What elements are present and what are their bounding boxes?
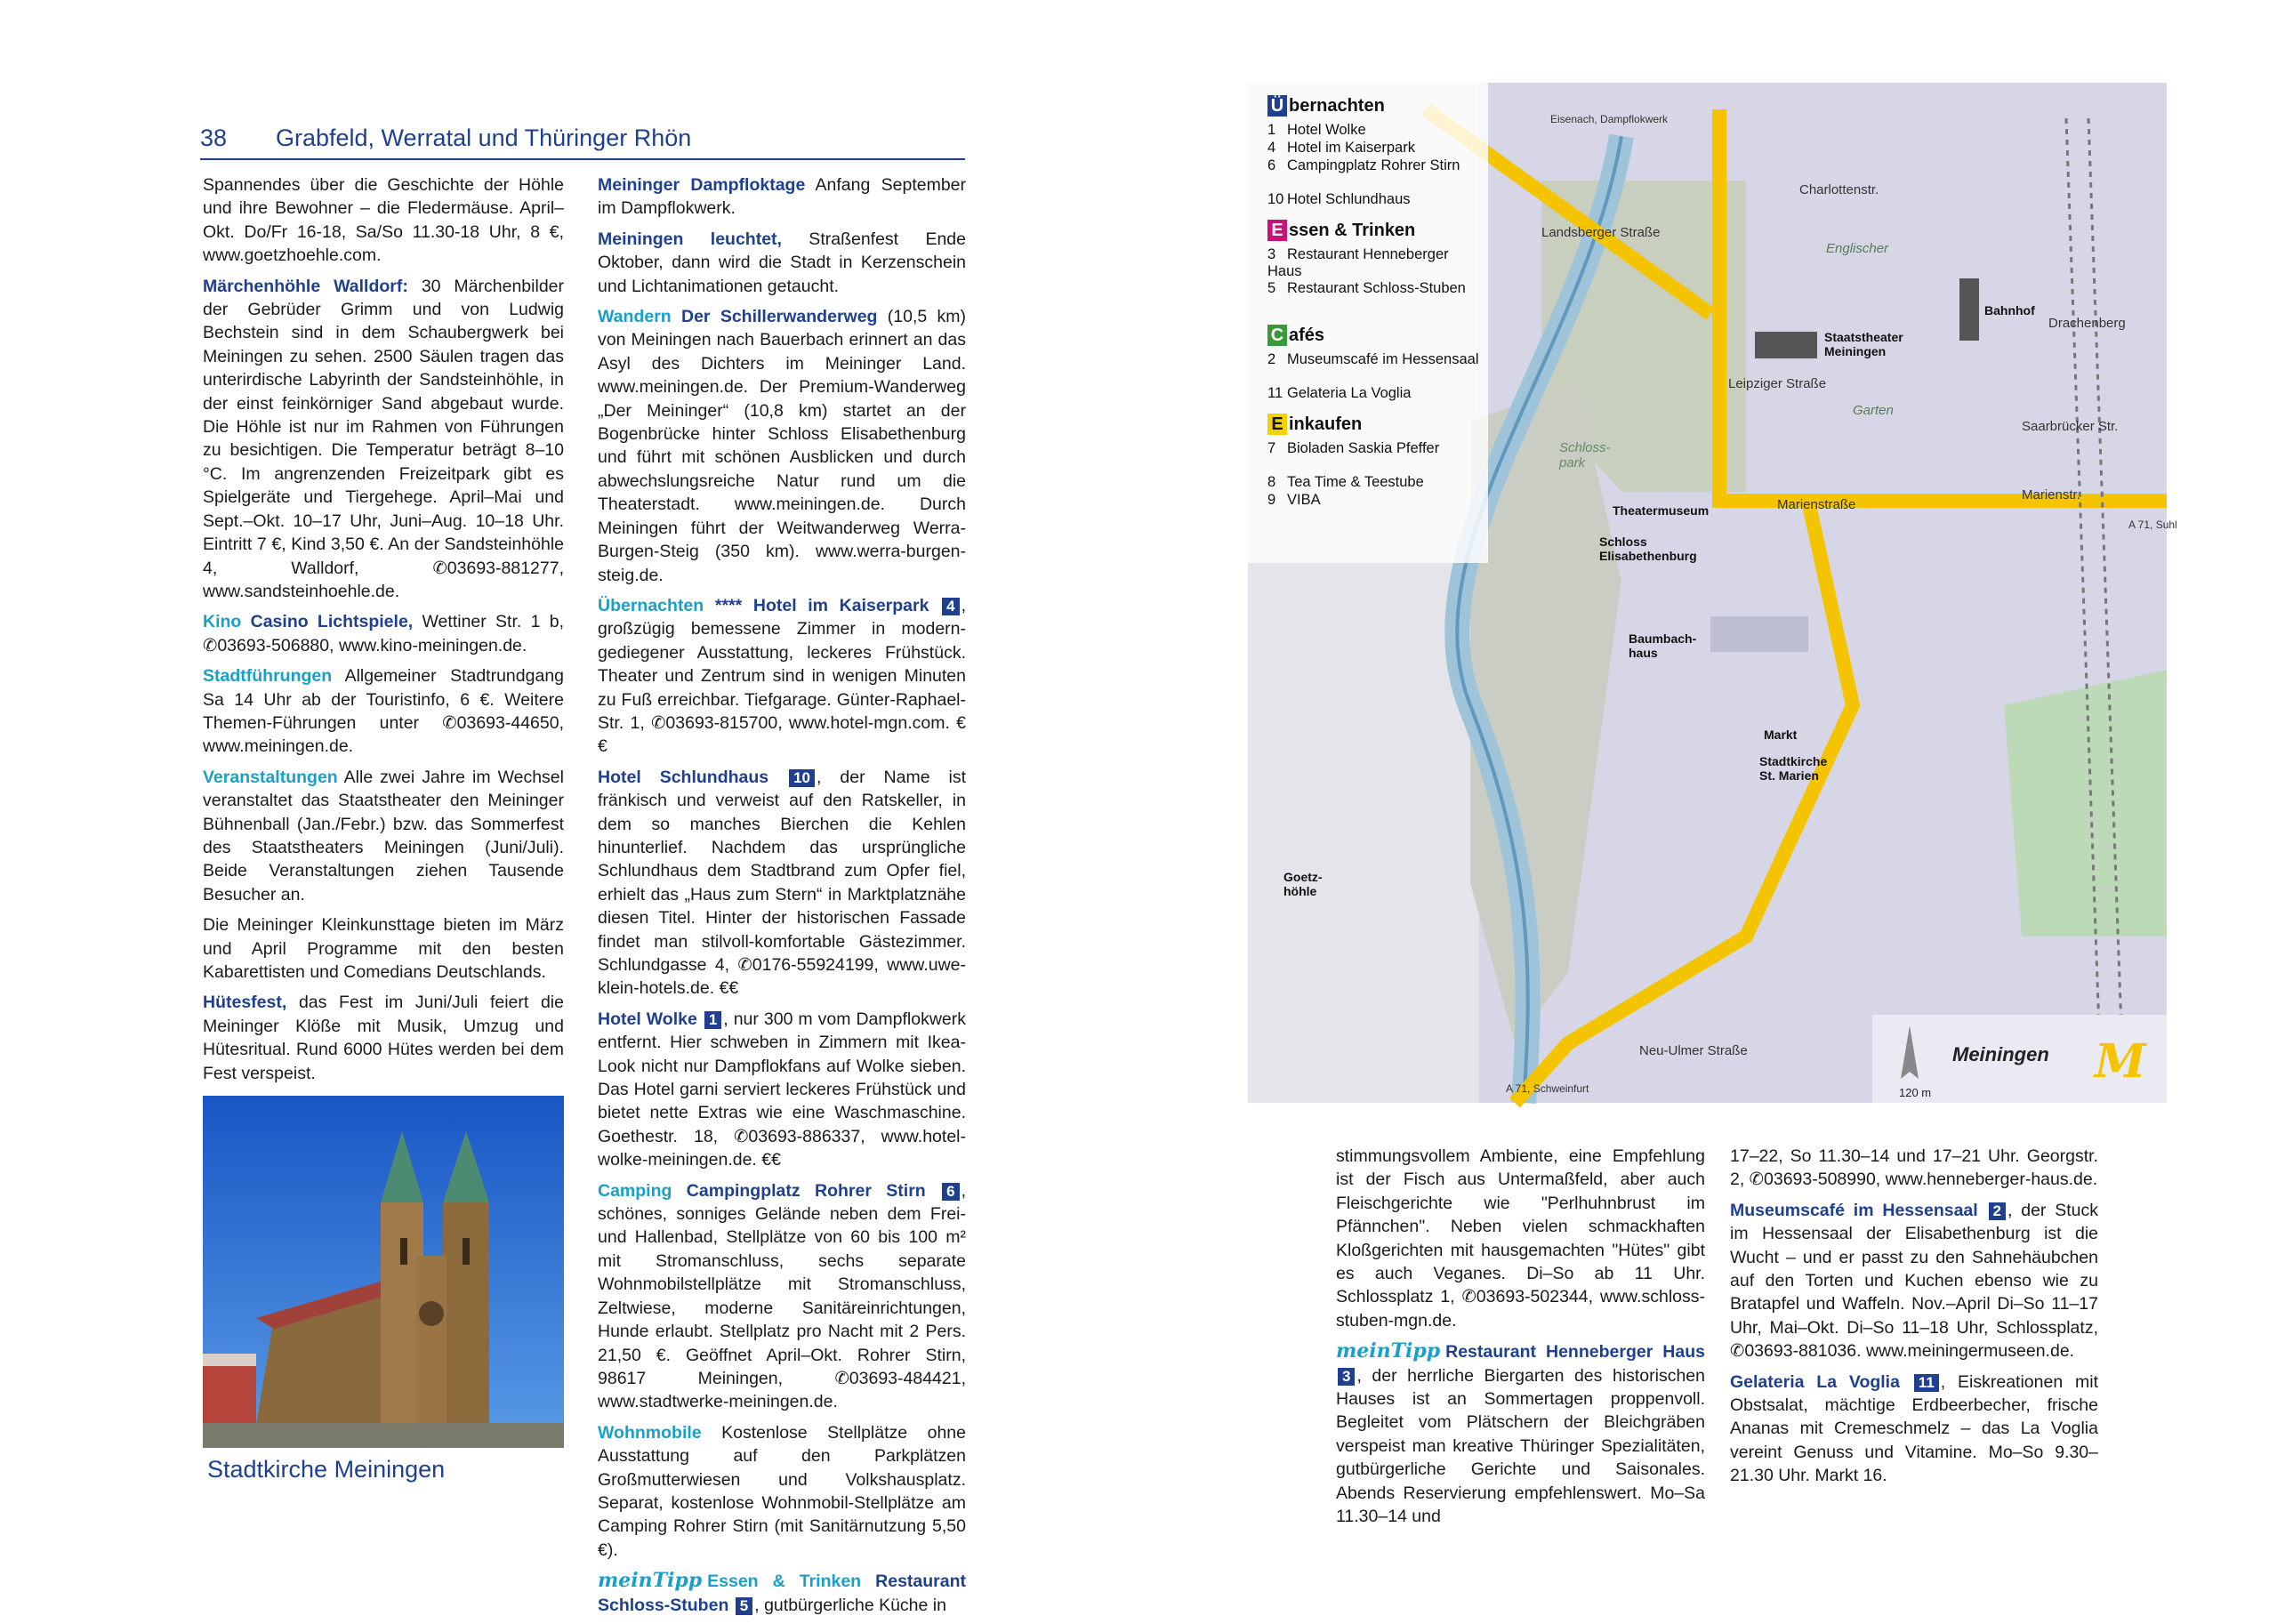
entry-text: Anfang September im Dampflokwerk. [598,175,967,219]
legend-item [1267,122,1481,139]
entry-text: 17–22, So 11.30–14 und 17–21 Uhr. Georgstr. 2, ✆03693-508990, www.henneberger-haus.de. [1730,1146,2098,1190]
legend-key: Ü [1267,95,1287,117]
text-paragraph [598,305,966,587]
legend-item-number: 5 [1267,280,1276,296]
entry-heading: Hotel Schlundhaus [598,767,769,787]
text-paragraph [203,275,564,604]
legend-item [1267,385,1481,402]
map-label-theatermuseum: Theatermuseum [1613,503,1710,518]
legend-item-number: 2 [1267,351,1276,367]
map-number-badge: 4 [942,598,959,615]
map-label-a71-side: A 71, Suhl [2128,519,2177,531]
entry-text: Kostenlose Stellplätze ohne Ausstattung auf den Parkplätzen Großmutterwiesen und Volkshausplatz. Separat, kostenlose Wohnmobil-Stellplätze am Camping Rohrer Stirn (mit Sanitärnutzung 5,50 €). [598,1422,966,1560]
stadtkirche-illustration [203,1096,564,1448]
text-column-4 [1730,1145,2098,1495]
legend-item [1267,474,1481,491]
legend-item-label: Bioladen Saskia Pfeffer [1287,440,1440,456]
entry-heading: Campingplatz Rohrer Stirn [686,1180,926,1201]
entry-text: , der Stuck im Hessensaal der Elisabethenburg ist die Wucht – und er passt zu den Sahnehäubchen auf den Torten und Kuchen ebenso wie zu Bratapfel und Waffeln. Nov.–April Di–So 11–17 Uhr, Mai–Okt. Di–So 11–18 Uhr, Schlossplatz, ✆03693-881036. www.meiningermuseen.de. [1730,1200,2098,1362]
legend-key: E [1267,220,1287,241]
section-heading: Stadtführungen [203,666,333,687]
legend-heading [1267,414,1362,435]
legend-heading-text: afés [1289,326,1325,345]
map-label-neu-ulmer: Neu-Ulmer Straße [1639,1043,1748,1058]
map-label-schlosspark: Schloss-park [1559,440,1611,470]
text-paragraph [1730,1371,2098,1488]
text-column-3 [1336,1145,1705,1536]
entry-heading: Gelateria La Voglia [1730,1371,1900,1392]
map-label-landsberger: Landsberger Straße [1541,225,1661,240]
mein-tipp-label: meinTipp [1336,1339,1441,1363]
entry-text: Allgemeiner Stadtrundgang Sa 14 Uhr ab der Touristinfo, 6 €. Weitere Themen-Führungen unter ✆03693-44650, www.meiningen.de. [203,666,565,757]
section-heading: Essen & Trinken [707,1572,862,1592]
church-photo [203,1096,564,1448]
entry-heading: Hotel Wolke [598,1009,697,1029]
legend-item-number: 9 [1267,492,1276,508]
entry-text: stimmungsvollem Ambiente, eine Empfehlung ist der Fisch aus Untermaßfeld, aber auch Fleischgerichte wie "Perlhuhnbrust im Pfännchen". Neben vielen schmackhaften Kloßgerichten mit hausgemachten "Hütes" gibt es auch Veganes. Di–So ab 11 Uhr. Schlossplatz 1, ✆03693-502344, www.schloss-stuben-mgn.de. [1336,1146,1705,1331]
map-label-charlottenstr: Charlottenstr. [1799,182,1879,197]
entry-heading: Märchenhöhle Walldorf: [203,276,408,296]
entry-text: , schönes, sonniges Gelände neben dem Frei- und Hallenbad, Stellplätze von 60 bis 100 m² mit Stromanschluss, sechs separate Wohnmobilstellplätze mit Stromanschluss, Zeltwiese, moderne Sanitäreinrichtungen, Hunde erlaubt. Stellplatz pro Nacht mit 2 Pers. 21,50 €. Geöffnet April–Okt. Rohrer Stirn, 98617 Meiningen, ✆03693-484421, www.stadtwerke-meiningen.de. [598,1180,966,1412]
entry-heading: Meininger Dampfloktage [598,175,806,195]
legend-heading-text: ssen & Trinken [1289,221,1416,240]
map-label-marienstrasse: Marienstraße [1777,497,1856,512]
legend-item-label: Gelateria La Voglia [1287,385,1412,401]
legend-item-label: VIBA [1287,492,1321,508]
entry-text: , Eiskreationen mit Obstsalat, mächtige Erdbeerbecher, frische Ananas mit Cremeschmelz – das La Voglia vereint Genuss und Vitamine. Mo–So 9.30–21.30 Uhr. Markt 16. [1730,1371,2099,1486]
legend-item [1267,157,1481,174]
map-label-goetzhoehle: Goetz-höhle [1283,870,1323,898]
text-paragraph [1730,1145,2098,1192]
legend-item [1267,140,1481,157]
legend-heading [1267,220,1415,241]
text-paragraph [598,766,966,1001]
legend-item [1267,492,1481,509]
map-label-garten: Garten [1853,403,1894,418]
entry-heading: Der Schillerwanderweg [681,307,878,327]
entry-text: das Fest im Juni/Juli feiert die Meininger Klöße mit Musik, Umzug und Hütesritual. Rund 6000 Hütes werden bei dem Fest verspeist. [203,993,564,1083]
map-scale-box [1872,1015,2167,1103]
legend-item-number: 7 [1267,440,1276,456]
map-label-stadtkirche: Stadtkirche St. Marien [1759,754,1828,783]
map-label-baumbachhaus: Baumbach-haus [1629,631,1697,660]
legend-item [1267,440,1481,457]
text-column-1 [203,173,564,1146]
legend-key: C [1267,325,1287,346]
text-paragraph [598,173,966,221]
photo-caption: Stadtkirche Meiningen [207,1456,446,1483]
entry-text: Spannendes über die Geschichte der Höhle und ihre Bewohner – die Fledermäuse. April–Okt. Do/Fr 16-18, Sa/So 11.30-18 Uhr, 8 €, www.goetzhoehle.com. [203,175,564,266]
mein-tipp-label: meinTipp [598,1569,703,1593]
map-label-staatstheater: Staatstheater Meiningen [1824,330,1903,358]
section-heading: Kino [203,612,242,632]
entry-text: , der Name ist fränkisch und verweist auf den Ratskeller, in dem so manches Bierchen die Kehlen hinunterlief. Nachdem das ursprüngliche Schlundhaus dem Stadtbrand zum Opfer fiel, erhielt das „Haus zum Stern“ in Marktplatznähe diesen Titel. Hinter der historischen Fassade findet man stilvoll-komfortable Gästezimmer. Schlundgasse 4, ✆0176-55924199, www.uwe-klein-hotels.de. €€ [598,767,966,999]
text-paragraph [203,664,564,759]
legend-item-number: 11 [1267,385,1283,401]
legend-item-number: 3 [1267,246,1276,262]
text-paragraph [1336,1339,1705,1528]
text-paragraph [598,1179,966,1414]
north-arrow-icon [1892,1025,1927,1088]
entry-text: Alle zwei Jahre im Wechsel veranstaltet das Staatstheater den Meininger Bühnenball (Jan./Febr.) bzw. das Sommerfest des Staatstheaters Meiningen (Juni/Juli). Beide Veranstaltungen ziehen Tausende Besucher an. [203,767,564,904]
map-number-badge: 5 [736,1597,752,1615]
section-heading: Veranstaltungen [203,767,338,787]
text-paragraph [598,228,966,298]
entry-text: , großzügig bemessene Zimmer in modern-gediegener Ausstattung, leckeres Frühstück. Theater und Zentrum sind in wenigen Minuten zu Fuß erreichbar. Tiefgarage. Günter-Raphael-Str. 1, ✆03693-815700, www.hotel-mgn.com. €€ [598,595,967,757]
page-title: Grabfeld, Werratal und Thüringer Rhön [276,125,692,151]
text-paragraph [598,1569,966,1617]
entry-text: Die Meininger Kleinkunsttage bieten im März und April Programme mit den besten Kabarettisten und Comedians Deutschlands. [203,915,564,982]
text-paragraph [203,610,564,657]
legend-item-label: Tea Time & Teestube [1287,474,1424,490]
map-label-markt: Markt [1764,728,1798,742]
map-number-badge: 3 [1338,1368,1355,1386]
map-label-bahnhof: Bahnhof [1984,303,2035,318]
legend-item-label: Museumscafé im Hessensaal [1287,351,1479,367]
entry-heading: Hütesfest, [203,993,287,1013]
map-label-drachenberg: Drachenberg [2048,316,2126,331]
legend-item-label: Restaurant Henneberger Haus [1267,246,1449,279]
legend-item-label: Hotel Schlundhaus [1287,191,1411,207]
legend-item [1267,351,1481,368]
map-label-leipziger: Leipziger Straße [1728,376,1827,391]
text-paragraph [598,594,966,759]
page-header [200,125,965,160]
legend-heading-text: inkaufen [1289,414,1363,434]
map-scale-label: 120 m [1899,1086,1932,1099]
map-label-a71-bottom: A 71, Schweinfurt [1506,1082,1589,1095]
text-paragraph [598,1008,966,1172]
legend-item-number: 10 [1267,191,1284,207]
text-paragraph [203,173,564,268]
text-paragraph [1336,1145,1705,1332]
legend-item-label: Hotel Wolke [1287,122,1366,138]
text-paragraph [203,766,564,906]
entry-text: Wettiner Str. 1 b, ✆03693-506880, www.kino-meiningen.de. [203,612,564,655]
legend-item [1267,280,1481,297]
entry-heading: Casino Lichtspiele, [250,612,414,632]
map-number-badge: 1 [704,1011,721,1029]
entry-heading: **** Hotel im Kaiserpark [714,595,929,615]
map-label-englischer: Englischer [1826,241,1889,256]
legend-item-label: Hotel im Kaiserpark [1287,140,1415,156]
legend-item-label: Restaurant Schloss-Stuben [1287,280,1466,296]
map-number-badge: 10 [789,769,815,787]
legend-item-number: 8 [1267,474,1276,490]
map-label-saarbruecker: Saarbrücker Str. [2022,419,2119,434]
page-number: 38 [200,125,228,151]
legend-item-number: 6 [1267,157,1276,173]
map-label-eisenach: Eisenach, Dampflokwerk [1550,113,1669,125]
map-number-badge: 6 [942,1183,959,1201]
entry-heading: Meiningen leuchtet, [598,229,782,249]
legend-key: E [1267,414,1287,435]
section-heading: Übernachten [598,595,704,615]
city-map [1248,83,2177,1103]
legend-item-number: 1 [1267,122,1276,138]
entry-heading: Restaurant Schloss-Stuben [598,1572,967,1615]
section-heading: Camping [598,1180,672,1201]
map-label-schloss: Schloss Elisabethenburg [1599,535,1697,563]
entry-text: Straßenfest Ende Oktober, dann wird die Stadt in Kerzenschein und Lichtanimationen getaucht. [598,229,966,296]
text-paragraph [1730,1199,2098,1363]
entry-heading: Museumscafé im Hessensaal [1730,1200,1978,1220]
legend-item-number: 4 [1267,140,1276,156]
entry-heading: Restaurant Henneberger Haus [1445,1342,1705,1363]
text-paragraph [203,913,564,984]
text-paragraph [203,991,564,1085]
legend-heading [1267,95,1385,117]
entry-text: , gutbürgerliche Küche in [754,1595,946,1615]
legend-item [1267,191,1481,208]
map-number-badge: 2 [1989,1202,2006,1220]
entry-text: , der herrliche Biergarten des historischen Hauses ist an Sommertagen proppenvoll. Begleitet vom Plätschern der Bleichgräben verspeist man kreative Thüringer Spezialitäten, gutbürgerliche Gerichte und Saisonales. Abends Reservierung empfehlenswert. Mo–Sa 11.30–14 und [1336,1365,1705,1527]
entry-text: , nur 300 m vom Dampflokwerk entfernt. Hier schweben in Zimmern mit Ikea-Look nicht nur Dampflokfans auf Wolke sieben. Das Hotel garni serviert leckeres Frühstück und bietet nette Extras wie eine Waschmaschine. Goethestr. 18, ✆03693-886337, www.hotel-wolke-meiningen.de. €€ [598,1009,967,1170]
map-number-badge: 11 [1914,1374,1939,1392]
map-city-title: Meiningen [1952,1043,2049,1065]
legend-heading [1267,325,1324,346]
section-heading: Wandern [598,307,672,327]
entry-text: (10,5 km) von Meiningen nach Bauerbach erinnert an das Asyl des Dichters im Meininger Land. www.meiningen.de. Der Premium-Wanderweg „Der Meininger“ (10,8 km) startet an der Bogenbrücke hinter Schloss Elisabethenburg und führt mit schönen Ausblicken und durch abwechslungsreiche Natur rund um die Theaterstadt. www.meiningen.de. Durch Meiningen führt der Weitwanderweg Werra-Burgen-Steig (350 km). www.werra-burgen-steig.de. [598,307,966,585]
legend-item-label: Campingplatz Rohrer Stirn [1287,157,1460,173]
map-legend [1248,83,1488,563]
section-heading: Wohnmobile [598,1422,702,1443]
entry-text: 30 Märchenbilder der Gebrüder Grimm und von Ludwig Bechstein sind in dem Schaubergwerk bei Meiningen zu sehen. 2500 Säulen tragen das unterirdische Labyrinth der Sandsteinhöhle, in der einst feinkörniger Sand abgebaut wurde. Die Höhle ist nur im Rahmen von Führungen zu besichtigen. Die Temperatur beträgt 8–10 °C. Im angrenzenden Freizeitpark gibt es Spielgeräte und Tiergehege. April–Mai und Sept.–Okt. 10–17 Uhr, Juni–Aug. 10–18 Uhr. Eintritt 7 €, Kind 3,50 €. An der Sandsteinhöhle 4, Walldorf, ✆03693-881277, www.sandsteinhoehle.de. [203,276,564,601]
map-label-marienstr: Marienstr. [2022,487,2080,502]
text-column-2 [598,173,966,1624]
publisher-logo: M [2095,1034,2146,1089]
legend-heading-text: bernachten [1289,96,1385,116]
legend-item [1267,246,1481,280]
text-paragraph [598,1421,966,1562]
